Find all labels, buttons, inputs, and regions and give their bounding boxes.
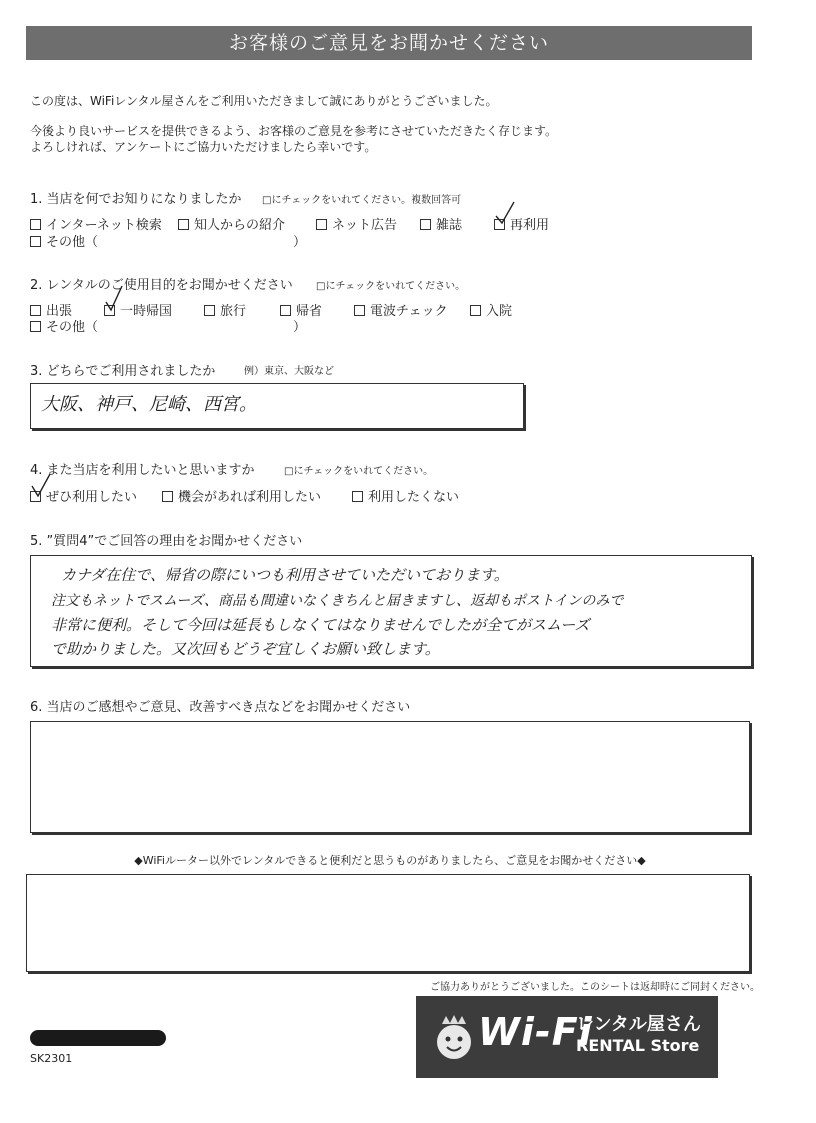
q1-note: □にチェックをいれてください。複数回答可 bbox=[262, 195, 462, 206]
q4-option-no[interactable]: 利用したくない bbox=[352, 486, 459, 505]
logo-jp-text: レンタル屋さん bbox=[576, 1014, 701, 1035]
checkbox[interactable] bbox=[352, 491, 363, 502]
q2-option-other[interactable]: その他（ ） bbox=[30, 316, 306, 335]
q3-answer-text: 大阪、神戸、尼崎、西宮。 bbox=[41, 394, 257, 415]
q1-option-internet[interactable]: インターネット検索 bbox=[30, 214, 162, 233]
q5-title: 5. ”質問4”でご回答の理由をお聞かせください bbox=[30, 534, 303, 549]
q1-option-magazine[interactable]: 雑誌 bbox=[420, 214, 462, 233]
checkbox[interactable] bbox=[30, 236, 41, 247]
q6-title: 6. 当店のご感想やご意見、改善すべき点などをお聞かせください bbox=[30, 700, 411, 715]
q5-answer-line-3: 非常に便利。そして今回は延長もしなくてはなりませんでしたが全てがスムーズ bbox=[51, 616, 590, 634]
page-title: お客様のご意見をお聞かせください bbox=[26, 26, 752, 60]
checkbox[interactable] bbox=[316, 219, 327, 230]
q2-note: □にチェックをいれてください。 bbox=[316, 281, 466, 292]
logo-wifi-text: Wi-Fi bbox=[478, 1010, 593, 1054]
thanks-note: ご協力ありがとうございました。このシートは返却時にご同封ください。 bbox=[430, 982, 760, 993]
checkbox[interactable] bbox=[30, 305, 41, 316]
check-mark-icon bbox=[104, 284, 124, 312]
q2-option-homecoming[interactable]: 帰省 bbox=[280, 300, 322, 319]
redacted-block bbox=[30, 1030, 166, 1046]
q5-answer-line-4: で助かりました。又次回もどうぞ宜しくお願い致します。 bbox=[51, 640, 440, 658]
q3-answer-box[interactable] bbox=[30, 383, 524, 429]
q3-title: 3. どちらでご利用されましたか bbox=[30, 364, 216, 379]
q3-note: 例）東京、大阪など bbox=[244, 366, 334, 377]
intro-line-2: 今後より良いサービスを提供できるよう、お客様のご意見を参考にさせていただきたく存じます。 bbox=[30, 124, 558, 138]
q2-option-travel[interactable]: 旅行 bbox=[204, 300, 246, 319]
q1-title: 1. 当店を何でお知りになりましたか bbox=[30, 192, 242, 207]
q4-option-definitely[interactable]: ぜひ利用したい bbox=[30, 486, 137, 505]
checkbox[interactable] bbox=[420, 219, 431, 230]
check-mark-icon bbox=[494, 200, 516, 226]
check-mark-icon bbox=[30, 472, 52, 498]
q2-title: 2. レンタルのご使用目的をお聞かせください bbox=[30, 278, 293, 293]
mascot-icon bbox=[432, 1014, 476, 1062]
form-code: SK2301 bbox=[30, 1052, 73, 1065]
checkbox[interactable] bbox=[354, 305, 365, 316]
q1-option-referral[interactable]: 知人からの紹介 bbox=[178, 214, 285, 233]
checkbox[interactable] bbox=[162, 491, 173, 502]
q6-answer-box[interactable] bbox=[30, 721, 750, 833]
checkbox[interactable] bbox=[470, 305, 481, 316]
q4-option-if-chance[interactable]: 機会があれば利用したい bbox=[162, 486, 321, 505]
q2-option-business[interactable]: 出張 bbox=[30, 300, 72, 319]
q1-option-reuse[interactable]: 再利用 bbox=[494, 214, 549, 233]
q5-answer-box[interactable] bbox=[30, 555, 752, 667]
intro-line-1: この度は、WiFiレンタル屋さんをご利用いただきまして誠にありがとうございました。 bbox=[30, 94, 498, 108]
q2-option-signal-check[interactable]: 電波チェック bbox=[354, 300, 448, 319]
q4-note: □にチェックをいれてください。 bbox=[284, 466, 434, 477]
logo-en-text: RENTAL Store bbox=[576, 1036, 700, 1055]
q2-option-temporary-return[interactable]: 一時帰国 bbox=[104, 300, 172, 319]
checkbox[interactable] bbox=[30, 219, 41, 230]
q1-option-net-ad[interactable]: ネット広告 bbox=[316, 214, 397, 233]
checkbox[interactable] bbox=[30, 321, 41, 332]
checkbox[interactable] bbox=[178, 219, 189, 230]
q4-title: 4. また当店を利用したいと思いますか bbox=[30, 463, 255, 478]
intro-line-3: よろしければ、アンケートにご協力いただけましたら幸いです。 bbox=[30, 140, 377, 154]
checkbox[interactable] bbox=[204, 305, 215, 316]
q2-option-hospital[interactable]: 入院 bbox=[470, 300, 512, 319]
q1-option-other[interactable]: その他（ ） bbox=[30, 231, 306, 250]
q7-title: ◆WiFiルーター以外でレンタルできると便利だと思うものがありましたら、ご意見をお聞かせください◆ bbox=[134, 854, 646, 867]
checkbox[interactable] bbox=[280, 305, 291, 316]
logo bbox=[416, 996, 718, 1078]
q5-answer-line-1: カナダ在住で、帰省の際にいつも利用させていただいております。 bbox=[61, 566, 509, 584]
q7-answer-box[interactable] bbox=[26, 874, 750, 972]
q5-answer-line-2: 注文もネットでスムーズ、商品も間違いなくきちんと届きますし、返却もポストインのみで bbox=[51, 593, 624, 609]
